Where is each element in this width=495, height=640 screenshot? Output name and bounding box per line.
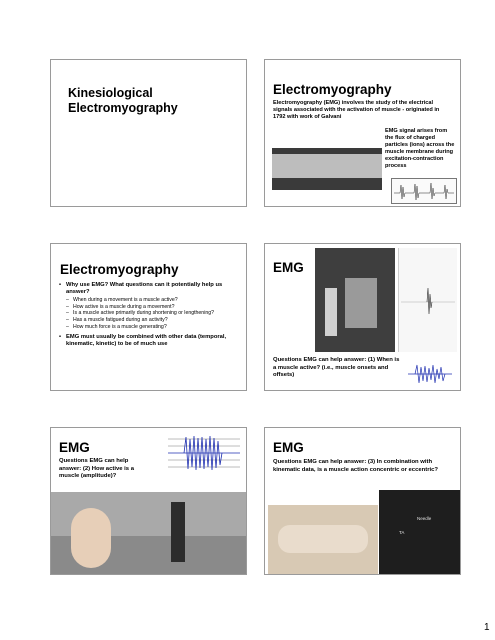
ultrasound-label: TA (399, 530, 405, 535)
slide-6 (264, 427, 461, 575)
slide-title: EMG (273, 440, 304, 455)
sub-bullet-item: – How active is a muscle during a movement? (59, 304, 241, 311)
slide-1 (50, 59, 247, 207)
intro-text: Electromyography (EMG) involves the study of the electrical signals associated with the activation of muscle - originated in 1792 with work of Galvani (273, 100, 440, 120)
bullet-item: • Why use EMG? What questions can it potentially help us answer? (59, 282, 241, 297)
slide-title: Electromyography (60, 262, 179, 277)
lab-photo (51, 492, 247, 575)
slide-title: Electromyography (273, 82, 392, 97)
emg-trace-image (391, 178, 457, 204)
sub-bullet-item: – Is a muscle active primarily during shortening or lengthening? (59, 310, 241, 317)
title-line-1: Kinesiological (68, 86, 153, 100)
emg-burst-icon (405, 362, 455, 386)
lab-photo (315, 248, 395, 352)
slide-title (68, 86, 178, 116)
page-number: 1 (484, 622, 490, 633)
slide-3 (50, 243, 247, 391)
galvani-illustration (272, 148, 382, 190)
signal-note: EMG signal arises from the flux of charged particles (ions) across the muscle membrane during excitation-contraction process (385, 128, 455, 169)
question-text: Questions EMG can help answer: (3) In combination with kinematic data, is a muscle action concentric or eccentric? (273, 459, 439, 473)
ultrasound-image (379, 490, 461, 575)
slide-title: EMG (59, 440, 90, 455)
ultrasound-label: Needle (417, 516, 432, 521)
bullet-list (59, 282, 241, 349)
title-line-2: Electromyography (68, 101, 178, 115)
forearm-photo (268, 505, 378, 575)
sub-bullet-item: – Has a muscle fatigued during an activity? (59, 317, 241, 324)
slide-title: EMG (273, 260, 304, 275)
sub-bullet-item: – How much force is a muscle generating? (59, 324, 241, 331)
slide-4 (264, 243, 461, 391)
question-text: Questions EMG can help answer: (1) When is a muscle active? (i.e., muscle onsets and offsets) (273, 357, 400, 379)
slide-5 (50, 427, 247, 575)
slide-2 (264, 59, 461, 207)
emg-onset-trace (398, 248, 457, 352)
emg-amplitude-icon (166, 433, 242, 473)
bullet-item: • EMG must usually be combined with other data (temporal, kinematic, kinetic) to be of much use (59, 334, 241, 349)
sub-bullet-item: – When during a movement is a muscle active? (59, 297, 241, 304)
question-text: Questions EMG can help answer: (2) How active is a muscle (amplitude)? (59, 458, 134, 480)
